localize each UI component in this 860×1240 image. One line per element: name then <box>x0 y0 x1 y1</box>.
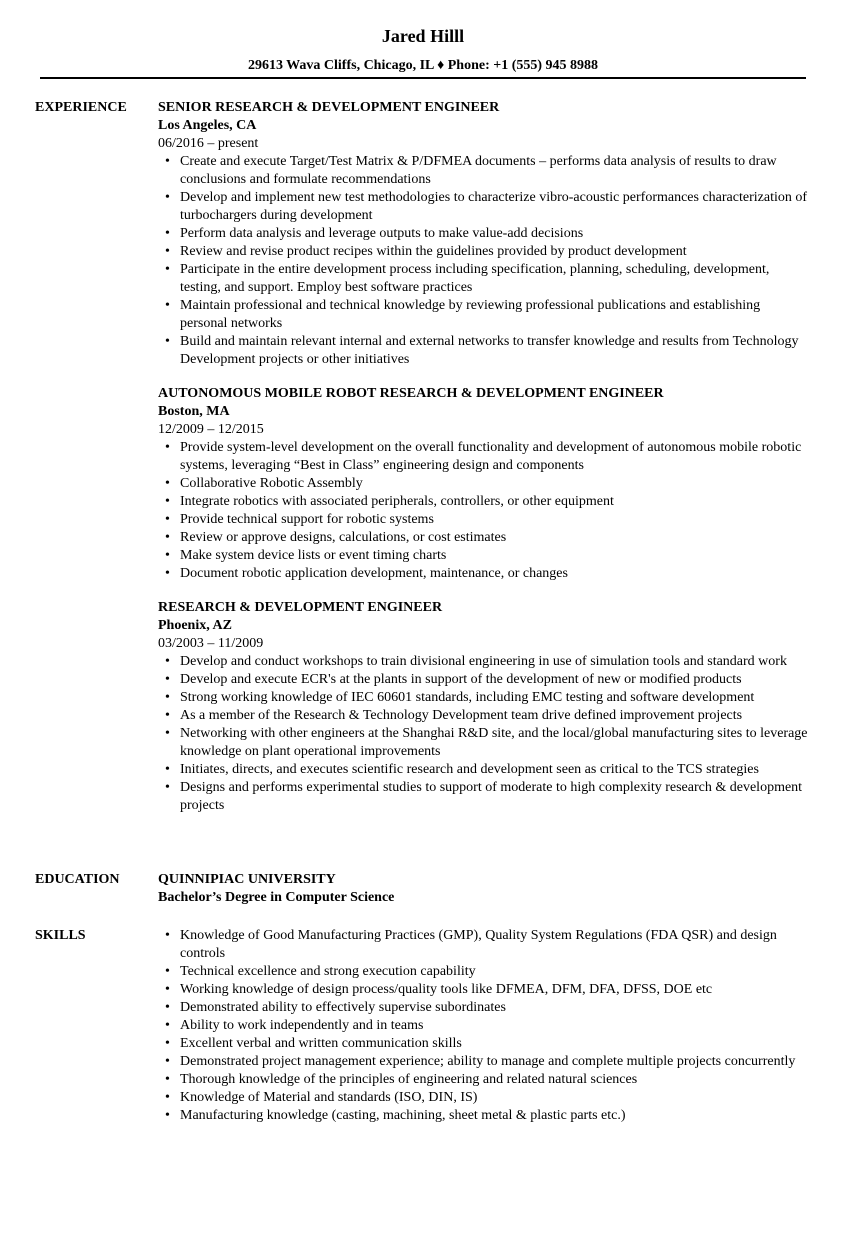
bullet-item: • Maintain professional and technical knowledge by reviewing professional publications and establishing personal networks <box>180 297 808 333</box>
skill-item: • Thorough knowledge of the principles of engineering and related natural sciences <box>180 1071 808 1089</box>
bullet-item: • Provide technical support for robotic systems <box>180 511 808 529</box>
bullet-item: • Integrate robotics with associated peripherals, controllers, or other equipment <box>180 493 808 511</box>
school-name: QUINNIPIAC UNIVERSITY <box>158 872 336 887</box>
candidate-name: Jared Hilll <box>381 26 465 46</box>
bullet-item: • Create and execute Target/Test Matrix & P/DFMEA documents – performs data analysis of results to draw conclusions and formulate recommendations <box>180 153 808 189</box>
bullet-item: • Develop and execute ECR's at the plants in support of the development of new or modified products <box>180 671 808 689</box>
experience-heading: EXPERIENCE <box>35 100 127 115</box>
bullet-item: • Collaborative Robotic Assembly <box>180 475 808 493</box>
bullet-item: • Make system device lists or event timing charts <box>180 547 808 565</box>
bullet-item: • Participate in the entire development process including specification, planning, scheduling, development, testing, and support. Employ best software practices <box>180 261 808 297</box>
header-divider <box>40 77 806 79</box>
skill-item: • Ability to work independently and in teams <box>180 1017 808 1035</box>
bullet-item: • Provide system-level development on the overall functionality and development of autonomous mobile robotic systems, leveraging “Best in Class” engineering design and components <box>180 439 808 475</box>
skill-item: • Demonstrated project management experience; ability to manage and complete multiple projects concurrently <box>180 1053 808 1071</box>
job-title: AUTONOMOUS MOBILE ROBOT RESEARCH & DEVELOPMENT ENGINEER <box>158 386 664 401</box>
job-location: Boston, MA <box>158 404 230 419</box>
job-title: SENIOR RESEARCH & DEVELOPMENT ENGINEER <box>158 100 500 115</box>
job-entry <box>158 599 808 815</box>
skill-item: • Excellent verbal and written communication skills <box>180 1035 808 1053</box>
job-bullets <box>158 653 808 815</box>
bullet-item: • Perform data analysis and leverage outputs to make value-add decisions <box>180 225 808 243</box>
contact-line: 29613 Wava Cliffs, Chicago, IL ♦ Phone: +1 (555) 945 8988 <box>247 58 599 73</box>
bullet-item: • Develop and conduct workshops to train divisional engineering in use of simulation tools and standard work <box>180 653 808 671</box>
bullet-item: • Strong working knowledge of IEC 60601 standards, including EMC testing and software development <box>180 689 808 707</box>
job-dates: 06/2016 – present <box>158 136 259 151</box>
bullet-item: • Review or approve designs, calculations, or cost estimates <box>180 529 808 547</box>
skill-item: • Knowledge of Good Manufacturing Practices (GMP), Quality System Regulations (FDA QSR) and design controls <box>180 927 808 963</box>
skill-item: • Working knowledge of design process/quality tools like DFMEA, DFM, DFA, DFSS, DOE etc <box>180 981 808 999</box>
job-entry <box>158 385 808 583</box>
skill-item: • Technical excellence and strong execution capability <box>180 963 808 981</box>
bullet-item: • Document robotic application development, maintenance, or changes <box>180 565 808 583</box>
bullet-item: • Designs and performs experimental studies to support of moderate to high complexity research & development projects <box>180 779 808 815</box>
education-list <box>158 871 808 907</box>
job-dates: 03/2003 – 11/2009 <box>158 636 264 651</box>
job-bullets <box>158 439 808 583</box>
skill-item: • Demonstrated ability to effectively supervise subordinates <box>180 999 808 1017</box>
job-bullets <box>158 153 808 369</box>
bullet-item: • Develop and implement new test methodologies to characterize vibro-acoustic performances characterization of turbochargers during development <box>180 189 808 225</box>
degree: Bachelor’s Degree in Computer Science <box>158 890 395 905</box>
skill-item: • Manufacturing knowledge (casting, machining, sheet metal & plastic parts etc.) <box>180 1107 808 1125</box>
job-title: RESEARCH & DEVELOPMENT ENGINEER <box>158 600 443 615</box>
skills-list <box>158 927 808 1125</box>
bullet-item: • Initiates, directs, and executes scientific research and development seen as critical to the TCS strategies <box>180 761 808 779</box>
education-heading: EDUCATION <box>35 872 120 887</box>
bullet-item: • Review and revise product recipes within the guidelines provided by product development <box>180 243 808 261</box>
experience-list <box>158 99 808 831</box>
job-location: Los Angeles, CA <box>158 118 257 133</box>
skill-item: • Knowledge of Material and standards (ISO, DIN, IS) <box>180 1089 808 1107</box>
job-location: Phoenix, AZ <box>158 618 232 633</box>
skills-bullets <box>158 927 808 1125</box>
skills-heading: SKILLS <box>35 928 86 943</box>
job-dates: 12/2009 – 12/2015 <box>158 422 264 437</box>
job-entry <box>158 99 808 369</box>
bullet-item: • Networking with other engineers at the Shanghai R&D site, and the local/global manufacturing sites to leverage knowledge on plant operational improvements <box>180 725 808 761</box>
bullet-item: • Build and maintain relevant internal and external networks to transfer knowledge and results from Technology Development projects or other initiatives <box>180 333 808 369</box>
bullet-item: • As a member of the Research & Technology Development team drive defined improvement projects <box>180 707 808 725</box>
